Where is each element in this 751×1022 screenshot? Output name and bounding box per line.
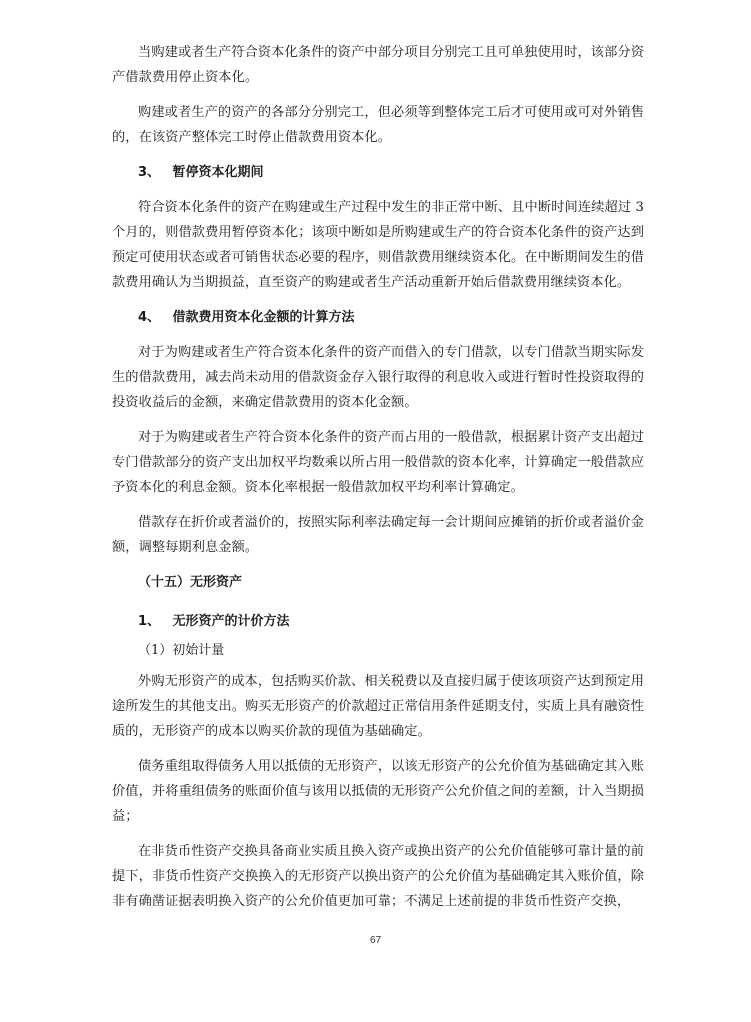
paragraph: 符合资本化条件的资产在购建或生产过程中发生的非正常中断、且中断时间连续超过 3 个月的，则借款费用暂停资本化；该项中断如是所购建或生产的符合资本化条件的资产达到预定可使用状态或者可销售状态必要的程序，则借款费用继续资本化。在中断期间发生的借款费用确认为当期损益，直至资产的购建或者生产活动重新开始后借款费用继续资本化。 xyxy=(112,200,644,290)
section-heading-3 xyxy=(112,160,644,185)
section-heading-1 xyxy=(112,609,644,634)
paragraph: 购建或者生产的资产的各部分分别完工，但必须等到整体完工后才可使用或可对外销售的，在该资产整体完工时停止借款费用资本化。 xyxy=(112,105,644,145)
subheading: （1）初始计量 xyxy=(138,643,225,658)
heading-number: 4、 xyxy=(138,310,161,325)
paragraph: 对于为购建或者生产符合资本化条件的资产而占用的一般借款，根据累计资产支出超过专门借款部分的资产支出加权平均数乘以所占用一般借款的资本化率，计算确定一般借款应予资本化的利息金额。资本化率根据一般借款加权平均利率计算确定。 xyxy=(112,430,644,495)
paragraph: 债务重组取得债务人用以抵债的无形资产，以该无形资产的公允价值为基础确定其入账价值，并将重组债务的账面价值与该用以抵债的无形资产公允价值之间的差额，计入当期损益； xyxy=(112,759,644,824)
page-content xyxy=(112,40,644,924)
section-heading-4 xyxy=(112,305,644,330)
section-heading-15: （十五）无形资产 xyxy=(138,575,243,590)
paragraph: 对于为购建或者生产符合资本化条件的资产而借入的专门借款，以专门借款当期实际发生的借款费用，减去尚未动用的借款资金存入银行取得的利息收入或进行暂时性投资取得的投资收益后的金额，来确定借款费用的资本化金额。 xyxy=(112,345,644,410)
heading-title: 无形资产的计价方法 xyxy=(172,614,290,629)
paragraph: 当购建或者生产符合资本化条件的资产中部分项目分别完工且可单独使用时，该部分资产借款费用停止资本化。 xyxy=(112,45,644,85)
paragraph: 借款存在折价或者溢价的，按照实际利率法确定每一会计期间应摊销的折价或者溢价金额，调整每期利息金额。 xyxy=(112,515,644,555)
heading-number: 3、 xyxy=(138,165,161,180)
heading-title: 借款费用资本化金额的计算方法 xyxy=(172,310,355,325)
heading-number: 1、 xyxy=(138,614,161,629)
paragraph: 外购无形资产的成本，包括购买价款、相关税费以及直接归属于使该项资产达到预定用途所发生的其他支出。购买无形资产的价款超过正常信用条件延期支付，实质上具有融资性质的，无形资产的成本以购买价款的现值为基础确定。 xyxy=(112,674,644,739)
page-number: 67 xyxy=(369,935,382,946)
paragraph: 在非货币性资产交换具备商业实质且换入资产或换出资产的公允价值能够可靠计量的前提下，非货币性资产交换换入的无形资产以换出资产的公允价值为基础确定其入账价值，除非有确凿证据表明换入资产的公允价值更加可靠；不满足上述前提的非货币性资产交换， xyxy=(112,844,644,909)
heading-title: 暂停资本化期间 xyxy=(172,165,264,180)
